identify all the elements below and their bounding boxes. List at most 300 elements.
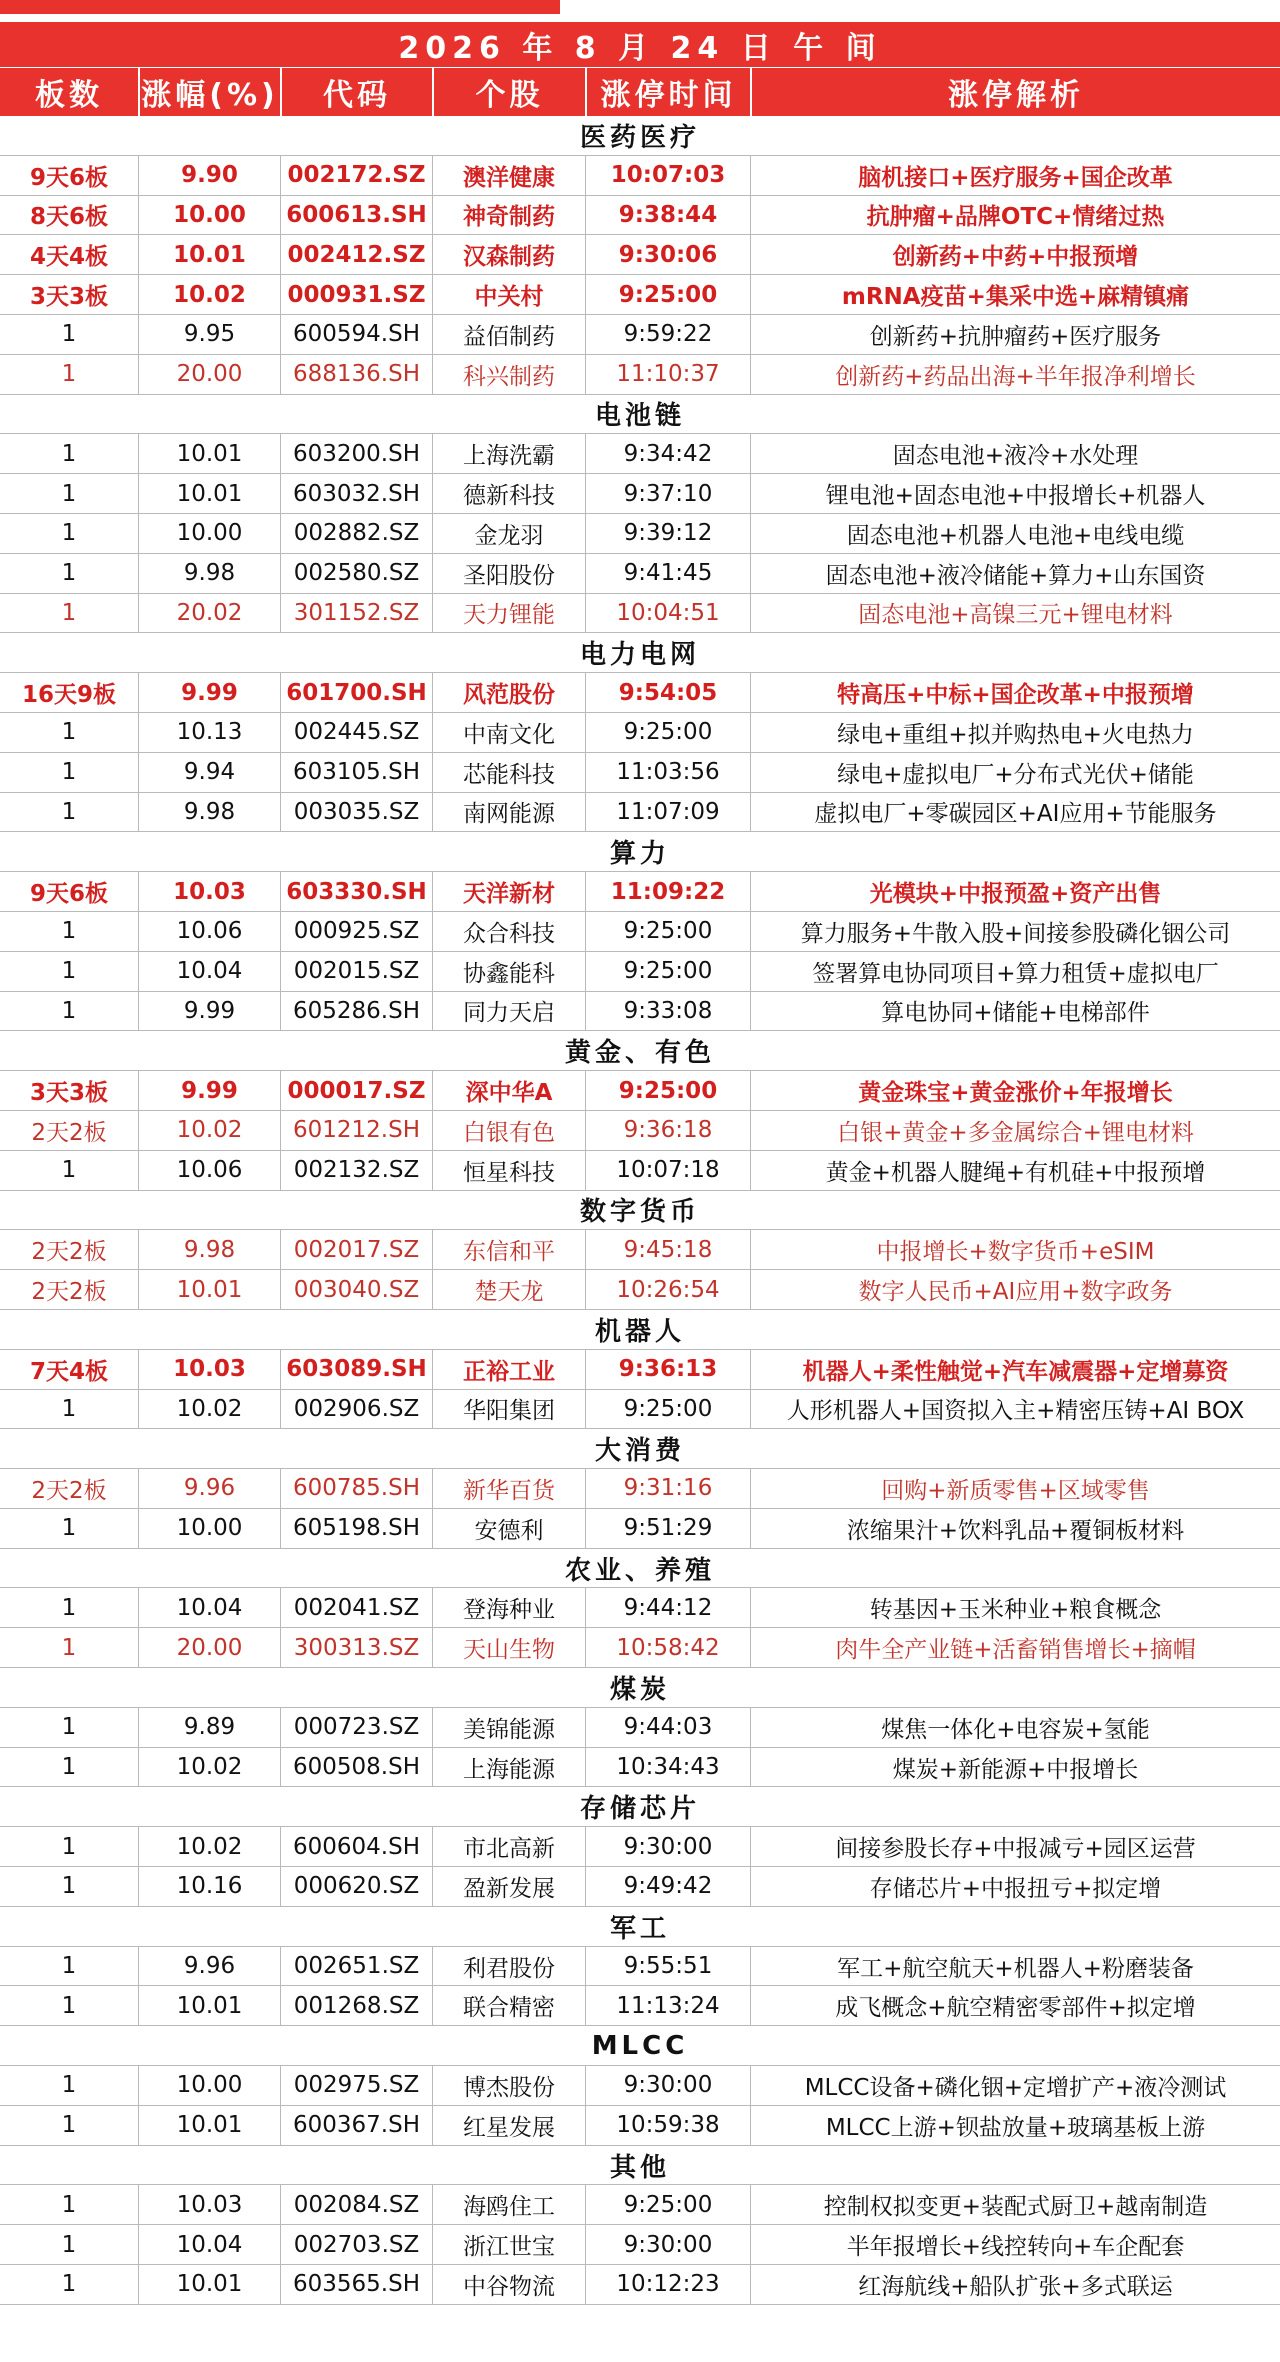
change-pct-cell: 9.89: [138, 1708, 280, 1747]
limit-up-reason-cell: 创新药+药品出海+半年报净利增长: [750, 355, 1280, 394]
table-row: [0, 275, 1280, 315]
limit-up-time-cell: 11:13:24: [585, 1986, 750, 2025]
limit-up-reason-cell: 军工+航空航天+机器人+粉磨装备: [750, 1947, 1280, 1986]
board-count-cell: 1: [61, 1634, 77, 1661]
stock-name-cell: 新华百货: [432, 1469, 585, 1508]
stock-name-cell: 联合精密: [432, 1986, 585, 2025]
change-pct-cell: 10.02: [138, 1111, 280, 1150]
stock-name-cell: 华阳集团: [432, 1390, 585, 1429]
section-header: 煤炭: [0, 1668, 1280, 1708]
stock-name-cell: 汉森制药: [432, 235, 585, 274]
limit-up-reason-cell: 肉牛全产业链+活畜销售增长+摘帽: [750, 1628, 1280, 1667]
board-count-cell: 1: [61, 599, 77, 626]
stock-code-cell: 603105.SH: [280, 753, 432, 792]
limit-up-reason-cell: 黄金+机器人腱绳+有机硅+中报预增: [750, 1151, 1280, 1190]
table-row: [0, 1350, 1280, 1390]
stock-name-cell: 中南文化: [432, 713, 585, 752]
limit-up-reason-cell: 控制权拟变更+装配式厨卫+越南制造: [750, 2185, 1280, 2224]
table-row: [0, 952, 1280, 992]
stock-code-cell: 001268.SZ: [280, 1986, 432, 2025]
limit-up-time-cell: 9:30:00: [585, 2066, 750, 2105]
limit-up-time-cell: 9:25:00: [585, 275, 750, 314]
stock-name-cell: 上海洗霸: [432, 434, 585, 473]
stock-code-cell: 603200.SH: [280, 434, 432, 473]
stock-code-cell: 002412.SZ: [280, 235, 432, 274]
limit-up-time-cell: 9:34:42: [585, 434, 750, 473]
limit-up-time-cell: 9:44:12: [585, 1588, 750, 1627]
stock-name-cell: 正裕工业: [432, 1350, 585, 1389]
limit-up-reason-cell: 绿电+重组+拟并购热电+火电热力: [750, 713, 1280, 752]
board-count-cell: 1: [61, 997, 77, 1024]
table-header: [0, 68, 1280, 116]
limit-up-time-cell: 10:26:54: [585, 1270, 750, 1309]
stock-name-cell: 金龙羽: [432, 514, 585, 553]
table-row: [0, 1708, 1280, 1748]
table-row: [0, 1588, 1280, 1628]
limit-up-reason-cell: 半年报增长+线控转向+车企配套: [750, 2225, 1280, 2264]
limit-up-time-cell: 9:49:42: [585, 1867, 750, 1906]
limit-up-time-cell: 9:36:18: [585, 1111, 750, 1150]
stock-name-cell: 天山生物: [432, 1628, 585, 1667]
limit-up-time-cell: 10:04:51: [585, 594, 750, 633]
stock-name-cell: 海鸥住工: [432, 2185, 585, 2224]
change-pct-cell: 10.06: [138, 1151, 280, 1190]
limit-up-time-cell: 9:37:10: [585, 474, 750, 513]
table-row: [0, 196, 1280, 236]
table-row: [0, 1867, 1280, 1907]
change-pct-cell: 10.01: [138, 474, 280, 513]
top-strip: [0, 0, 1280, 20]
stock-code-cell: 600613.SH: [280, 196, 432, 235]
change-pct-cell: 10.01: [138, 2265, 280, 2304]
stock-name-cell: 登海种业: [432, 1588, 585, 1627]
limit-up-reason-cell: MLCC设备+磷化铟+定增扩产+液冷测试: [750, 2066, 1280, 2105]
limit-up-reason-cell: 浓缩果汁+饮料乳品+覆铜板材料: [750, 1509, 1280, 1548]
limit-up-time-cell: 9:30:00: [585, 1827, 750, 1866]
section-header: 医药医疗: [0, 116, 1280, 156]
change-pct-cell: 10.01: [138, 434, 280, 473]
stock-name-cell: 科兴制药: [432, 355, 585, 394]
change-pct-cell: 10.01: [138, 1986, 280, 2025]
section-header: 军工: [0, 1907, 1280, 1947]
col-header-board: 板数: [35, 78, 103, 113]
limit-up-time-cell: 9:25:00: [585, 1390, 750, 1429]
board-count-cell: 2天2板: [31, 1239, 107, 1266]
board-count-cell: 1: [61, 759, 77, 786]
change-pct-cell: 10.00: [138, 1509, 280, 1548]
top-red-mark: [0, 0, 560, 14]
limit-up-time-cell: 11:03:56: [585, 753, 750, 792]
board-count-cell: 1: [61, 440, 77, 467]
limit-up-reason-cell: 脑机接口+医疗服务+国企改革: [750, 156, 1280, 195]
table-row: [0, 355, 1280, 395]
section-header: 农业、养殖: [0, 1549, 1280, 1589]
board-count-cell: 1: [61, 1515, 77, 1542]
stock-code-cell: 605286.SH: [280, 992, 432, 1031]
col-header-time: 涨停时间: [585, 68, 750, 116]
stock-name-cell: 风范股份: [432, 673, 585, 712]
limit-up-time-cell: 10:12:23: [585, 2265, 750, 2304]
limit-up-reason-cell: mRNA疫苗+集采中选+麻精镇痛: [750, 275, 1280, 314]
stock-name-cell: 同力天启: [432, 992, 585, 1031]
stock-code-cell: 600604.SH: [280, 1827, 432, 1866]
limit-up-time-cell: 9:41:45: [585, 554, 750, 593]
col-header-reason: 涨停解析: [750, 68, 1280, 116]
board-count-cell: 1: [61, 918, 77, 945]
board-count-cell: 1: [61, 560, 77, 587]
section-header: 电力电网: [0, 633, 1280, 673]
board-count-cell: 1: [61, 361, 77, 388]
section-header: 其他: [0, 2146, 1280, 2186]
section-header: 电池链: [0, 395, 1280, 435]
limit-up-reason-cell: 抗肿瘤+品牌OTC+情绪过热: [750, 196, 1280, 235]
limit-up-time-cell: 9:33:08: [585, 992, 750, 1031]
table-row: [0, 793, 1280, 833]
limit-up-reason-cell: 机器人+柔性触觉+汽车减震器+定增募资: [750, 1350, 1280, 1389]
stock-code-cell: 603089.SH: [280, 1350, 432, 1389]
limit-up-reason-cell: 间接参股长存+中报减亏+园区运营: [750, 1827, 1280, 1866]
stock-code-cell: 002882.SZ: [280, 514, 432, 553]
limit-up-reason-cell: 固态电池+液冷储能+算力+山东国资: [750, 554, 1280, 593]
limit-up-reason-cell: 白银+黄金+多金属综合+锂电材料: [750, 1111, 1280, 1150]
limit-up-reason-cell: 固态电池+机器人电池+电线电缆: [750, 514, 1280, 553]
change-pct-cell: 10.02: [138, 1748, 280, 1787]
change-pct-cell: 10.00: [138, 196, 280, 235]
table-row: [0, 2066, 1280, 2106]
board-count-cell: 3天3板: [29, 284, 108, 311]
stock-code-cell: 002580.SZ: [280, 554, 432, 593]
limit-up-time-cell: 9:45:18: [585, 1230, 750, 1269]
table-row: [0, 156, 1280, 196]
stock-name-cell: 益佰制药: [432, 315, 585, 354]
section-header: 算力: [0, 832, 1280, 872]
stock-code-cell: 002132.SZ: [280, 1151, 432, 1190]
limit-up-time-cell: 9:36:13: [585, 1350, 750, 1389]
change-pct-cell: 20.00: [138, 355, 280, 394]
table-row: [0, 594, 1280, 634]
change-pct-cell: 10.04: [138, 2225, 280, 2264]
stock-name-cell: 白银有色: [432, 1111, 585, 1150]
board-count-cell: 8天6板: [29, 204, 108, 231]
stock-code-cell: 300313.SZ: [280, 1628, 432, 1667]
limit-up-time-cell: 9:25:00: [585, 912, 750, 951]
stock-code-cell: 002084.SZ: [280, 2185, 432, 2224]
stock-code-cell: 600367.SH: [280, 2106, 432, 2145]
limit-up-time-cell: 9:38:44: [585, 196, 750, 235]
stock-code-cell: 600785.SH: [280, 1469, 432, 1508]
limit-up-time-cell: 11:07:09: [585, 793, 750, 832]
limit-up-reason-cell: 特高压+中标+国企改革+中报预增: [750, 673, 1280, 712]
stock-name-cell: 浙江世宝: [432, 2225, 585, 2264]
board-count-cell: 7天4板: [29, 1358, 108, 1385]
stock-code-cell: 003040.SZ: [280, 1270, 432, 1309]
table-row: [0, 872, 1280, 912]
change-pct-cell: 10.16: [138, 1867, 280, 1906]
section-header: 存储芯片: [0, 1787, 1280, 1827]
limit-up-time-cell: 9:54:05: [585, 673, 750, 712]
change-pct-cell: 10.02: [138, 1390, 280, 1429]
stock-code-cell: 002703.SZ: [280, 2225, 432, 2264]
limit-up-reason-cell: 创新药+中药+中报预增: [750, 235, 1280, 274]
change-pct-cell: 9.98: [138, 1230, 280, 1269]
stock-name-cell: 红星发展: [432, 2106, 585, 2145]
stock-name-cell: 南网能源: [432, 793, 585, 832]
board-count-cell: 1: [61, 798, 77, 825]
table-row: [0, 315, 1280, 355]
stock-code-cell: 000017.SZ: [280, 1071, 432, 1110]
table-row: [0, 912, 1280, 952]
limit-up-reason-cell: 转基因+玉米种业+粮食概念: [750, 1588, 1280, 1627]
limit-up-time-cell: 11:09:22: [585, 872, 750, 911]
limit-up-reason-cell: 红海航线+船队扩张+多式联运: [750, 2265, 1280, 2304]
table-row: [0, 1628, 1280, 1668]
stock-name-cell: 楚天龙: [432, 1270, 585, 1309]
board-count-cell: 1: [61, 2112, 77, 2139]
stock-name-cell: 天洋新材: [432, 872, 585, 911]
table-row: [0, 1151, 1280, 1191]
limit-up-reason-cell: 人形机器人+国资拟入主+精密压铸+AI BOX: [750, 1390, 1280, 1429]
board-count-cell: 3天3板: [29, 1080, 108, 1107]
board-count-cell: 1: [61, 958, 77, 985]
stock-name-cell: 市北高新: [432, 1827, 585, 1866]
stock-code-cell: 000723.SZ: [280, 1708, 432, 1747]
stock-name-cell: 协鑫能科: [432, 952, 585, 991]
limit-up-time-cell: 9:25:00: [585, 952, 750, 991]
stock-code-cell: 002041.SZ: [280, 1588, 432, 1627]
board-count-cell: 16天9板: [21, 682, 116, 709]
change-pct-cell: 10.00: [138, 2066, 280, 2105]
stock-code-cell: 002172.SZ: [280, 156, 432, 195]
board-count-cell: 1: [61, 2191, 77, 2218]
table-row: [0, 1469, 1280, 1509]
limit-up-reason-cell: 中报增长+数字货币+eSIM: [750, 1230, 1280, 1269]
board-count-cell: 1: [61, 2231, 77, 2258]
stock-name-cell: 上海能源: [432, 1748, 585, 1787]
table-row: [0, 1748, 1280, 1788]
board-count-cell: 1: [61, 321, 77, 348]
col-header-pct: 涨幅(%): [138, 68, 280, 116]
table-row: [0, 753, 1280, 793]
table-row: [0, 673, 1280, 713]
stock-name-cell: 中关村: [432, 275, 585, 314]
stock-name-cell: 美锦能源: [432, 1708, 585, 1747]
limit-up-reason-cell: 锂电池+固态电池+中报增长+机器人: [750, 474, 1280, 513]
table-row: [0, 2225, 1280, 2265]
limit-up-reason-cell: 签署算电协同项目+算力租赁+虚拟电厂: [750, 952, 1280, 991]
board-count-cell: 2天2板: [31, 1119, 107, 1146]
col-header-stock: 个股: [432, 68, 585, 116]
board-count-cell: 1: [61, 1873, 77, 1900]
stock-code-cell: 601700.SH: [280, 673, 432, 712]
limit-up-time-cell: 9:25:00: [585, 713, 750, 752]
stock-code-cell: 688136.SH: [280, 355, 432, 394]
table-row: [0, 1071, 1280, 1111]
stock-name-cell: 博杰股份: [432, 2066, 585, 2105]
change-pct-cell: 10.03: [138, 2185, 280, 2224]
stock-code-cell: 002445.SZ: [280, 713, 432, 752]
stock-name-cell: 东信和平: [432, 1230, 585, 1269]
limit-up-time-cell: 10:07:18: [585, 1151, 750, 1190]
limit-up-reason-cell: 回购+新质零售+区域零售: [750, 1469, 1280, 1508]
stock-code-cell: 600508.SH: [280, 1748, 432, 1787]
stock-code-cell: 000620.SZ: [280, 1867, 432, 1906]
stock-code-cell: 601212.SH: [280, 1111, 432, 1150]
stock-code-cell: 603330.SH: [280, 872, 432, 911]
board-count-cell: 1: [61, 719, 77, 746]
limit-up-reason-cell: 存储芯片+中报扭亏+拟定增: [750, 1867, 1280, 1906]
board-count-cell: 1: [61, 480, 77, 507]
limit-up-time-cell: 9:30:00: [585, 2225, 750, 2264]
table-row: [0, 1270, 1280, 1310]
change-pct-cell: 10.01: [138, 2106, 280, 2145]
limit-up-time-cell: 9:51:29: [585, 1509, 750, 1548]
board-count-cell: 4天4板: [29, 244, 108, 271]
limit-up-reason-cell: MLCC上游+钡盐放量+玻璃基板上游: [750, 2106, 1280, 2145]
board-count-cell: 1: [61, 1992, 77, 2019]
limit-up-reason-cell: 煤炭+新能源+中报增长: [750, 1748, 1280, 1787]
limit-up-reason-cell: 绿电+虚拟电厂+分布式光伏+储能: [750, 753, 1280, 792]
board-count-cell: 1: [61, 1754, 77, 1781]
stock-name-cell: 神奇制药: [432, 196, 585, 235]
table-row: [0, 713, 1280, 753]
stock-code-cell: 003035.SZ: [280, 793, 432, 832]
stock-name-cell: 芯能科技: [432, 753, 585, 792]
change-pct-cell: 10.03: [138, 1350, 280, 1389]
stock-code-cell: 605198.SH: [280, 1509, 432, 1548]
limit-up-reason-cell: 创新药+抗肿瘤药+医疗服务: [750, 315, 1280, 354]
stock-name-cell: 澳洋健康: [432, 156, 585, 195]
stock-code-cell: 002015.SZ: [280, 952, 432, 991]
limit-up-time-cell: 9:44:03: [585, 1708, 750, 1747]
table-row: [0, 2265, 1280, 2305]
limit-up-time-cell: 9:59:22: [585, 315, 750, 354]
table-row: [0, 1111, 1280, 1151]
board-count-cell: 1: [61, 520, 77, 547]
stock-name-cell: 深中华A: [432, 1071, 585, 1110]
stock-code-cell: 002975.SZ: [280, 2066, 432, 2105]
change-pct-cell: 9.98: [138, 793, 280, 832]
stock-name-cell: 中谷物流: [432, 2265, 585, 2304]
stock-name-cell: 利君股份: [432, 1947, 585, 1986]
table-row: [0, 1509, 1280, 1549]
limit-up-time-cell: 9:25:00: [585, 2185, 750, 2224]
change-pct-cell: 9.99: [138, 1071, 280, 1110]
stock-code-cell: 002906.SZ: [280, 1390, 432, 1429]
stock-code-cell: 603565.SH: [280, 2265, 432, 2304]
limit-up-time-cell: 9:25:00: [585, 1071, 750, 1110]
limit-up-time-cell: 10:58:42: [585, 1628, 750, 1667]
change-pct-cell: 9.96: [138, 1947, 280, 1986]
table-row: [0, 554, 1280, 594]
limit-up-time-cell: 10:59:38: [585, 2106, 750, 2145]
table-row: [0, 235, 1280, 275]
section-header: 大消费: [0, 1429, 1280, 1469]
change-pct-cell: 10.03: [138, 872, 280, 911]
stock-code-cell: 000925.SZ: [280, 912, 432, 951]
col-header-code: 代码: [280, 68, 432, 116]
change-pct-cell: 9.99: [138, 673, 280, 712]
change-pct-cell: 10.00: [138, 514, 280, 553]
change-pct-cell: 10.02: [138, 1827, 280, 1866]
page-title: 2026 年 8 月 24 日 午 间: [0, 22, 1280, 67]
change-pct-cell: 10.13: [138, 713, 280, 752]
limit-up-reason-cell: 虚拟电厂+零碳园区+AI应用+节能服务: [750, 793, 1280, 832]
stock-name-cell: 恒星科技: [432, 1151, 585, 1190]
stock-code-cell: 002651.SZ: [280, 1947, 432, 1986]
limit-up-time-cell: 10:07:03: [585, 156, 750, 195]
table-row: [0, 514, 1280, 554]
table-row: [0, 434, 1280, 474]
board-count-cell: 1: [61, 2271, 77, 2298]
limit-up-reason-cell: 光模块+中报预盈+资产出售: [750, 872, 1280, 911]
stock-code-cell: 002017.SZ: [280, 1230, 432, 1269]
board-count-cell: 1: [61, 1953, 77, 1980]
stock-name-cell: 盈新发展: [432, 1867, 585, 1906]
board-count-cell: 9天6板: [29, 881, 108, 908]
change-pct-cell: 10.06: [138, 912, 280, 951]
change-pct-cell: 9.98: [138, 554, 280, 593]
stock-code-cell: 301152.SZ: [280, 594, 432, 633]
change-pct-cell: 10.04: [138, 1588, 280, 1627]
board-count-cell: 1: [61, 1714, 77, 1741]
limit-up-reason-cell: 算电协同+储能+电梯部件: [750, 992, 1280, 1031]
section-header: 黄金、有色: [0, 1031, 1280, 1071]
board-count-cell: 9天6板: [29, 164, 108, 191]
change-pct-cell: 9.99: [138, 992, 280, 1031]
change-pct-cell: 10.01: [138, 1270, 280, 1309]
limit-up-time-cell: 9:31:16: [585, 1469, 750, 1508]
change-pct-cell: 10.04: [138, 952, 280, 991]
board-count-cell: 1: [61, 1157, 77, 1184]
stock-name-cell: 安德利: [432, 1509, 585, 1548]
table-row: [0, 2185, 1280, 2225]
section-header: 数字货币: [0, 1191, 1280, 1231]
limit-up-time-cell: 10:34:43: [585, 1748, 750, 1787]
limit-up-reason-cell: 算力服务+牛散入股+间接参股磷化铟公司: [750, 912, 1280, 951]
table-body: [0, 116, 1280, 2305]
board-count-cell: 2天2板: [31, 1279, 107, 1305]
table-row: [0, 474, 1280, 514]
change-pct-cell: 20.02: [138, 594, 280, 633]
board-count-cell: 1: [61, 1833, 77, 1860]
change-pct-cell: 10.01: [138, 235, 280, 274]
limit-up-reason-cell: 黄金珠宝+黄金涨价+年报增长: [750, 1071, 1280, 1110]
change-pct-cell: 10.02: [138, 275, 280, 314]
board-count-cell: 2天2板: [31, 1477, 107, 1504]
stock-name-cell: 天力锂能: [432, 594, 585, 633]
change-pct-cell: 9.94: [138, 753, 280, 792]
change-pct-cell: 20.00: [138, 1628, 280, 1667]
board-count-cell: 1: [61, 1594, 77, 1621]
table-row: [0, 1827, 1280, 1867]
limit-up-reason-cell: 成飞概念+航空精密零部件+拟定增: [750, 1986, 1280, 2025]
stock-name-cell: 众合科技: [432, 912, 585, 951]
table-row: [0, 1947, 1280, 1987]
limit-up-reason-cell: 固态电池+高镍三元+锂电材料: [750, 594, 1280, 633]
stock-code-cell: 603032.SH: [280, 474, 432, 513]
limit-up-time-cell: 9:55:51: [585, 1947, 750, 1986]
table-row: [0, 1390, 1280, 1430]
table-row: [0, 1986, 1280, 2026]
limit-up-reason-cell: 煤焦一体化+电容炭+氢能: [750, 1708, 1280, 1747]
change-pct-cell: 9.96: [138, 1469, 280, 1508]
change-pct-cell: 9.95: [138, 315, 280, 354]
change-pct-cell: 9.90: [138, 156, 280, 195]
board-count-cell: 1: [61, 2072, 77, 2099]
stock-name-cell: 圣阳股份: [432, 554, 585, 593]
board-count-cell: 1: [61, 1395, 77, 1422]
limit-up-reason-cell: 固态电池+液冷+水处理: [750, 434, 1280, 473]
